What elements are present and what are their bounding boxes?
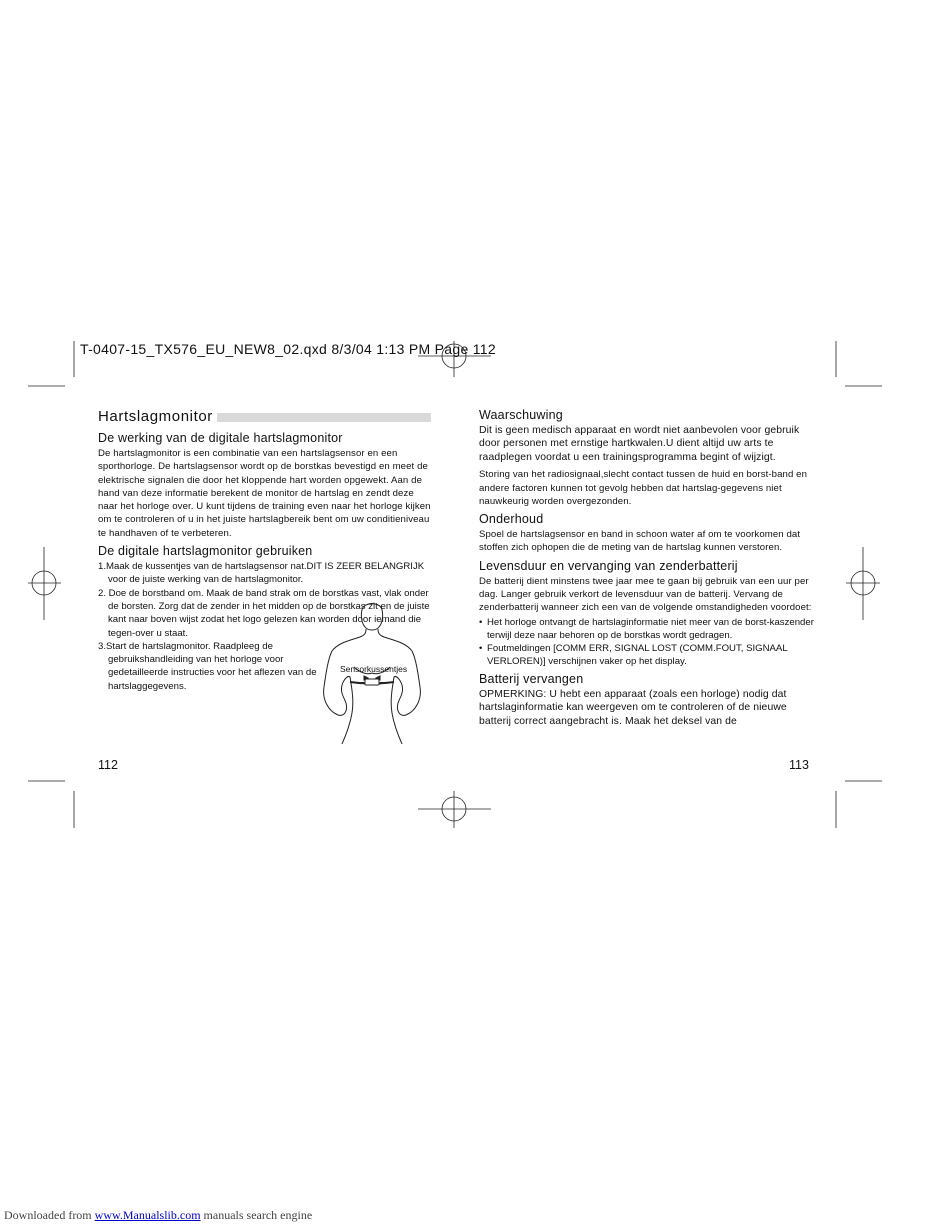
section-text-waarschuwing-1: Dit is geen medisch apparaat en wordt niet aanbevolen voor gebruik door personen met ernstige hartkwalen.U dient altijd uw arts te raadplegen voordat u een trainingsprogramma begint of wijzigt. (479, 425, 800, 463)
list-item: • Het horloge ontvangt de hartslaginformatie niet meer van de borst-kaszender terwijl deze naar behoren op de borstkas wordt gedragen. (479, 616, 815, 643)
page-title: Hartslagmonitor (98, 408, 217, 425)
section-text-werking: De hartslagmonitor is een combinatie van een hartslagsensor en een sporthorloge. De hartslagsensor wordt op de borstkas bevestigd en meet de elektrische signalen die door het kloppende hart worden opgewekt. Aan de hand van deze informatie berekent de monitor de hartslag en zendt deze naar het horloge over. U kunt tijdens de training even naar het horloge kijken om te controleren of u in het juiste hartslagbereik bent om uw conditieniveau te handhaven of te verbeteren. (98, 448, 431, 539)
footer-prefix: Downloaded from (4, 1208, 95, 1222)
section-text-levensduur: De batterij dient minstens twee jaar mee te gaan bij gebruik van een uur per dag. Langer gebruik verkort de levensduur van de batterij. Vervang de zenderbatterij wanneer zich een van de volgende omstandigheden voordoet: (479, 575, 812, 614)
section-heading-onderhoud: Onderhoud (479, 512, 544, 527)
section-text-batterij-vervangen: OPMERKING: U hebt een apparaat (zoals een horloge) nodig dat hartslaginformatie kan weergeven om te controleren of de nieuwe batterij correct aangebracht is. Maak het deksel van de (479, 688, 787, 727)
section-heading-gebruiken: De digitale hartslagmonitor gebruiken (98, 544, 313, 559)
page-title-bar (98, 408, 434, 425)
battery-conditions-list (479, 616, 815, 669)
page-number-left: 112 (98, 758, 118, 772)
section-heading-waarschuwing: Waarschuwing (479, 408, 563, 422)
page-number-right: 113 (789, 758, 809, 772)
section-heading-levensduur: Levensduur en vervanging van zenderbatterij (479, 558, 738, 573)
step-1: 1.Maak de kussentjes van de hartslagsensor nat.DIT IS ZEER BELANGRIJK voor de juiste werking van de hartslagmonitor. (98, 561, 425, 586)
section-text-onderhoud: Spoel de hartslagsensor en band in schoon water af om te voorkomen dat stoffen zich ophopen die de meting van de hartslag kunnen verstoren. (479, 529, 801, 554)
figure-label-sensorkussentjes: Sensorkussentjes (340, 664, 408, 674)
footer-suffix: manuals search engine (200, 1208, 313, 1222)
step-2-text: 2. Doe de borstband om. Maak de band strak om de borstkas vast, vlak onder de borsten. Zorg dat de zender in het midden op de borstkas zit en de juiste kant naar boven wijst zodat het logo gelezen kan worden door iemand die tegen-over u staat. (98, 587, 430, 639)
download-footer (4, 1208, 312, 1223)
manualslib-link[interactable]: www.Manualslib.com (94, 1208, 201, 1222)
print-slug: T-0407-15_TX576_EU_NEW8_02.qxd 8/3/04 1:13 PM Page 112 (80, 341, 496, 357)
section-heading-werking: De werking van de digitale hartslagmonitor (98, 431, 343, 445)
step-3: 3.Start de hartslagmonitor. Raadpleeg de gebruikshandleiding van het horloge voor gedetailleerde instructies voor het aflezen van de hartslaggegevens. (98, 640, 317, 692)
list-item: • Foutmeldingen [COMM ERR, SIGNAL LOST (COMM.FOUT, SIGNAAL VERLOREN)] verschijnen vaker op het display. (479, 642, 815, 669)
right-page (479, 408, 815, 732)
chest-strap-figure (320, 603, 438, 745)
section-heading-batterij-vervangen: Batterij vervangen (479, 671, 584, 686)
section-text-waarschuwing-2: Storing van het radiosignaal,slecht contact tussen de huid en borst-band en andere factoren kunnen tot gevolg hebben dat hartslag-gegevens niet nauwkeurig worden overgezonden. (479, 469, 808, 507)
